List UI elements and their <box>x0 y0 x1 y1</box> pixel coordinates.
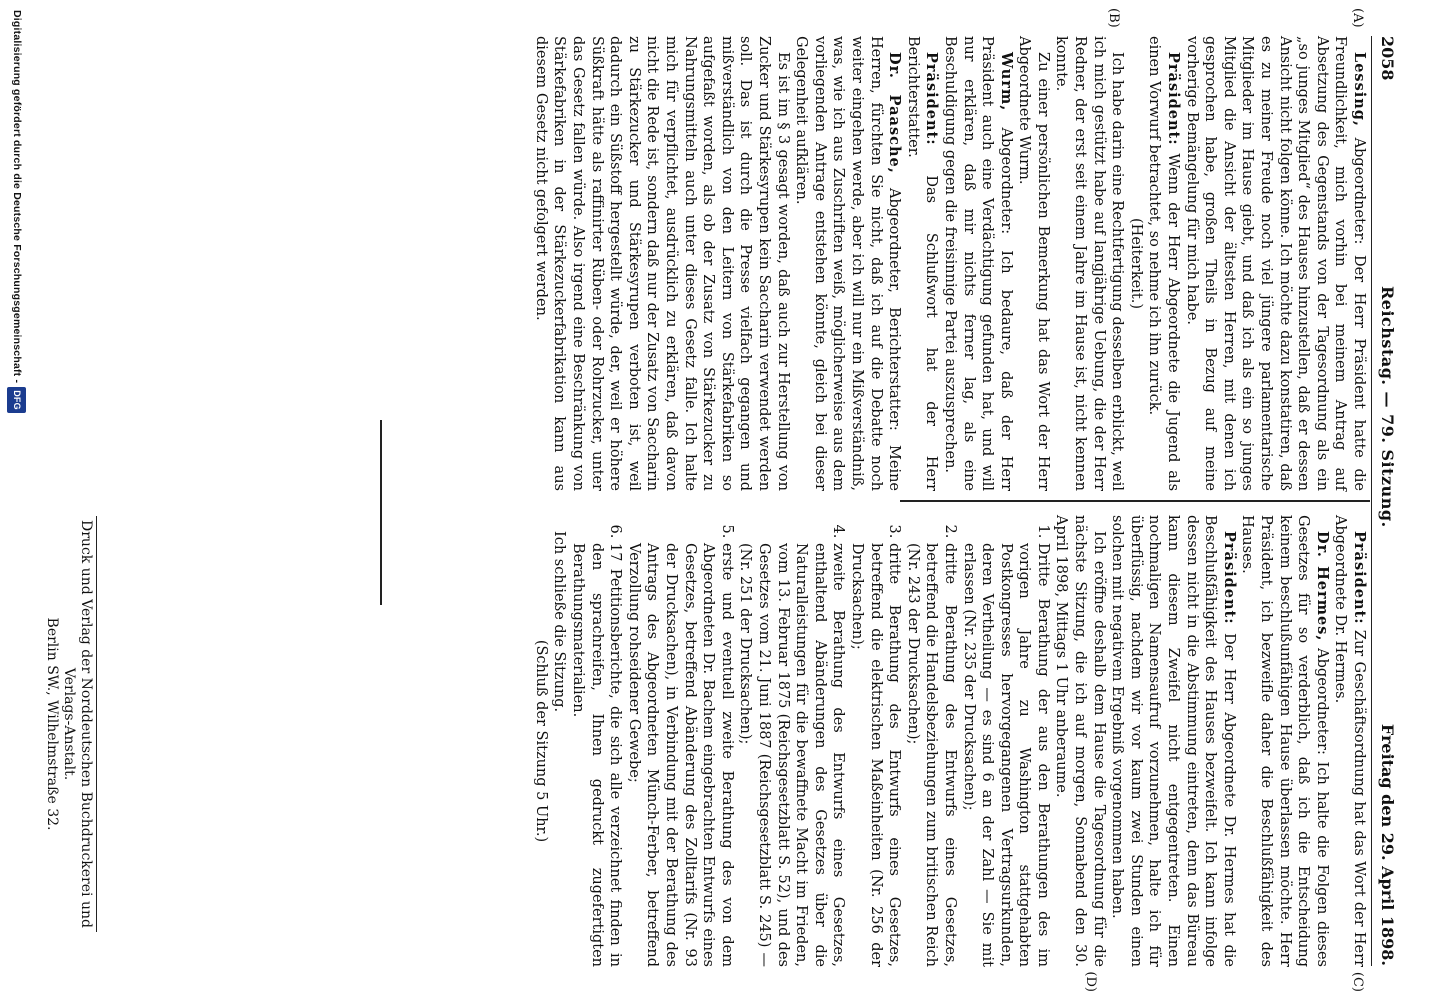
header-date: Freitag den 29. April 1898. <box>1378 723 1397 966</box>
paragraph: Es ist im § 3 gesagt worden, daß auch zur Herstellung von Zucker und Stärkesyrupen kein Saccharin verwendet werden soll. Das ist durch die Presse vielfach gegangen und mißverständlich von den Leitern von Stärkefabriken so aufgefaßt worden, als ob der Zusatz von Stärkezucker zu Nahrungsmitteln auch unter dieses Gesetz falle. Ich halte mich für verpflichtet, ausdrücklich zu erklären, daß davon nicht die Rede ist, sondern daß nur der Zusatz von Saccharin zu Stärkezucker und Stärkesyrupen verboten ist, weil dadurch ein Süßstoff hergestellt würde, der, weil er höhere Süßkraft hätte als raffinirter Rüben- oder Rohrzucker, unter das Gesetz fallen würde. Also irgend eine Beschränkung von Stärkefabriken in der Stärkezuckerfabrikation kann aus diesem Gesetz nicht gefolgert werden. <box>532 36 791 491</box>
paragraph <box>1238 515 1331 967</box>
agenda-item: 6. 17 Petitionsberichte, die sich alle verzeichnet finden in den sprachreifen, Ihnen gedruckt zugefertigten Berathungsmaterialien. <box>568 543 624 967</box>
margin-mark-c: (C) <box>1350 971 1365 992</box>
page-number: 2058 <box>1378 36 1397 81</box>
paragraph-text: Abgeordneter: Ich bedaure, daß der Herr Präsident auch eine Verdächtigung gefunden hat, und will nur erklären, daß mir nichts ferner lag, als eine Beschuldigung gegen die freisinnige Partei auszusprechen. <box>941 36 1014 492</box>
running-header <box>1374 36 1396 966</box>
paragraph <box>1145 36 1182 491</box>
closing-note: (Schluß der Sitzung 5 Uhr.) <box>532 639 549 843</box>
speaker-name: Präsident: <box>1220 531 1238 625</box>
paragraph-text: Abgeordneter: Ich halte die Folgen dieses Gesetzes für so verderblich, daß ich die Entscheidung keinem beschlußunfähigen Hause überlassen möchte. Herr Präsident, ich bezweifle daher die Beschlußfähigkeit des Hauses. <box>1239 515 1330 967</box>
paragraph <box>1108 515 1238 967</box>
agenda-item: 2. dritte Berathung des Entwurfs eines Gesetzes, betreffend die Handelsbeziehungen zum britischen Reich (Nr. 243 der Drucksachen); <box>903 543 959 967</box>
speaker-name: Dr. Hermes, <box>1313 531 1331 642</box>
dfg-logo: DFG <box>7 387 26 413</box>
paragraph: Zu einer persönlichen Bemerkung hat das Wort der Herr Abgeordnete Wurm. <box>1016 36 1051 491</box>
speaker-name: Präsident: <box>1165 52 1183 146</box>
paragraph: Ich schließe die Sitzung. <box>551 531 568 713</box>
right-column <box>531 515 1368 967</box>
header-title: Reichstag. — 79. Sitzung. <box>1378 286 1397 528</box>
agenda-list <box>568 515 1051 967</box>
footer-text: Digitalisierung gefördert durch die Deutsche Forschungsgemeinschaft - <box>11 10 23 384</box>
paragraph <box>1182 36 1368 491</box>
speaker-name: Wurm, <box>997 52 1015 112</box>
speaker-name: Lessing, <box>1351 52 1368 127</box>
stage-direction: (Heiterkeit.) <box>1127 218 1144 309</box>
agenda-item: 5. erste und eventuell zweite Berathung des von dem Abgeordneten Dr. Bachem eingebrachten Entwurfs eines Gesetzes, betreffend Abänderung des Zolltarifs (Nr. 93 der Drucksachen), in Verbindung mit der Berathung des Antrags des Abgeordneten Münch-Ferber, betreffend Verzollung rohseidener Gewebe; <box>624 543 736 967</box>
agenda-item: 4. zweite Berathung des Entwurfs eines Gesetzes, enthaltend Abänderungen des Gesetzes über die Naturalleistungen für die bewaffnete Macht im Frieden, vom 13. Februar 1875 (Reichsgesetzblatt S. 52), und des Gesetzes vom 21. Juni 1887 (Reichsgesetzblatt S. 245) — (Nr. 251 der Drucksachen); <box>736 543 848 967</box>
imprint-rule <box>96 516 97 932</box>
paragraph-text: Wenn der Herr Abgeordnete die Jugend als einen Vorwurf betrachtet, so nehme ich ihn zurück. <box>1146 36 1182 492</box>
paragraph: Ich habe darin eine Rechtfertigung desselben erblickt, weil ich mich gestützt habe auf langjährige Uebung, die der Herr Redner, der erst seit einem Jahre im Hause ist, nicht kennen konnte. <box>1053 36 1126 491</box>
left-column <box>531 36 1368 491</box>
column-divider <box>900 500 1370 502</box>
imprint-line: Berlin SW., Wilhelmstraße 32. <box>44 617 60 831</box>
imprint-line: Druck und Verlag der Norddeutschen Buchdruckerei und Verlags-Anstalt. <box>61 520 94 928</box>
paragraph-text: Abgeordneter, Berichterstatter: Meine Herren, fürchten Sie nicht, daß ich auf die Debatte noch weiter eingehen werde, aber ich will nur ein Mißverständniß, was, wie ich aus Zuschriften weiß, möglicherweise aus dem vorliegenden Antrage entstehen könnte, gleich bei dieser Gelegenheit aufklären. <box>793 36 903 491</box>
paragraph-text: Zur Geschäftsordnung hat das Wort der Herr Abgeordnete Dr. Hermes. <box>1332 515 1367 968</box>
paragraph-text: Abgeordneter: Der Herr Präsident hatte die Freundlichkeit, mich vorhin bei meinem Antrag auf Absetzung des Gegenstands von der Tagesordnung als ein „so junges Mitglied“ des Hauses hinzustellen, daß er dessen Ansicht nicht folgen könne. Ich möchte dazu konstatiren, daß es zu meiner Freude noch viel jüngere parlamentarische Mitglieder im Hause giebt, und daß ich als ein so junges Mitglied die Ansicht der ältesten Herren, mit denen ich gesprochen habe, großen Theils in Bezug auf meine vorherige Bemängelung für mich habe. <box>1183 36 1367 491</box>
digitization-footer <box>7 10 26 995</box>
paragraph-text: Das Schlußwort hat der Herr Berichterstatter. <box>904 36 940 491</box>
paragraph <box>1331 515 1368 967</box>
speaker-name: Dr. Paasche, <box>886 52 904 174</box>
paragraph-text: Der Herr Abgeordnete Dr. Hermes hat die Beschlußfähigkeit des Hauses bezweifelt. Ich kann infolge dessen nicht in die Abstimmung eintreten, denn das Büreau kann diesem Zweifel nicht entgegentreten. Einen nochmaligen Namensaufruf vorzunehmen, halte ich für überflüssig, nachdem wir vor kaum zwei Stunden einen solchen mit negativem Ergebniß vorgenommen haben. <box>1109 515 1237 967</box>
speaker-name: Präsident: <box>923 52 941 146</box>
paragraph <box>903 36 940 491</box>
margin-mark-d: (D) <box>1083 971 1098 992</box>
paragraph <box>792 36 904 491</box>
paragraph <box>940 36 1014 491</box>
margin-mark-a: (A) <box>1350 8 1365 28</box>
end-rule <box>380 420 382 605</box>
paragraph: Ich eröffne deshalb dem Hause die Tagesordnung für die nächste Sitzung, die ich auf morgen, Sonnabend den 30. April 1898, Mittags 1 Uhr anberaume. <box>1053 515 1107 967</box>
header-rule <box>1371 36 1372 966</box>
agenda-item: 3. dritte Berathung des Entwurfs eines Gesetzes, betreffend die elektrischen Maßeinheiten (Nr. 256 der Drucksachen); <box>847 543 903 967</box>
margin-mark-b: (B) <box>1106 8 1121 28</box>
agenda-item: 1. Dritte Berathung der aus den Berathungen des im vorigen Jahre zu Washington stattgehabten Postkongresses hervorgegangenen Vertragsurkunden, deren Vertheilung — es sind 6 an der Zahl — Sie mit erlassen (Nr. 235 der Drucksachen); <box>959 543 1052 967</box>
speaker-name: Präsident: <box>1351 531 1368 625</box>
imprint <box>43 516 94 932</box>
